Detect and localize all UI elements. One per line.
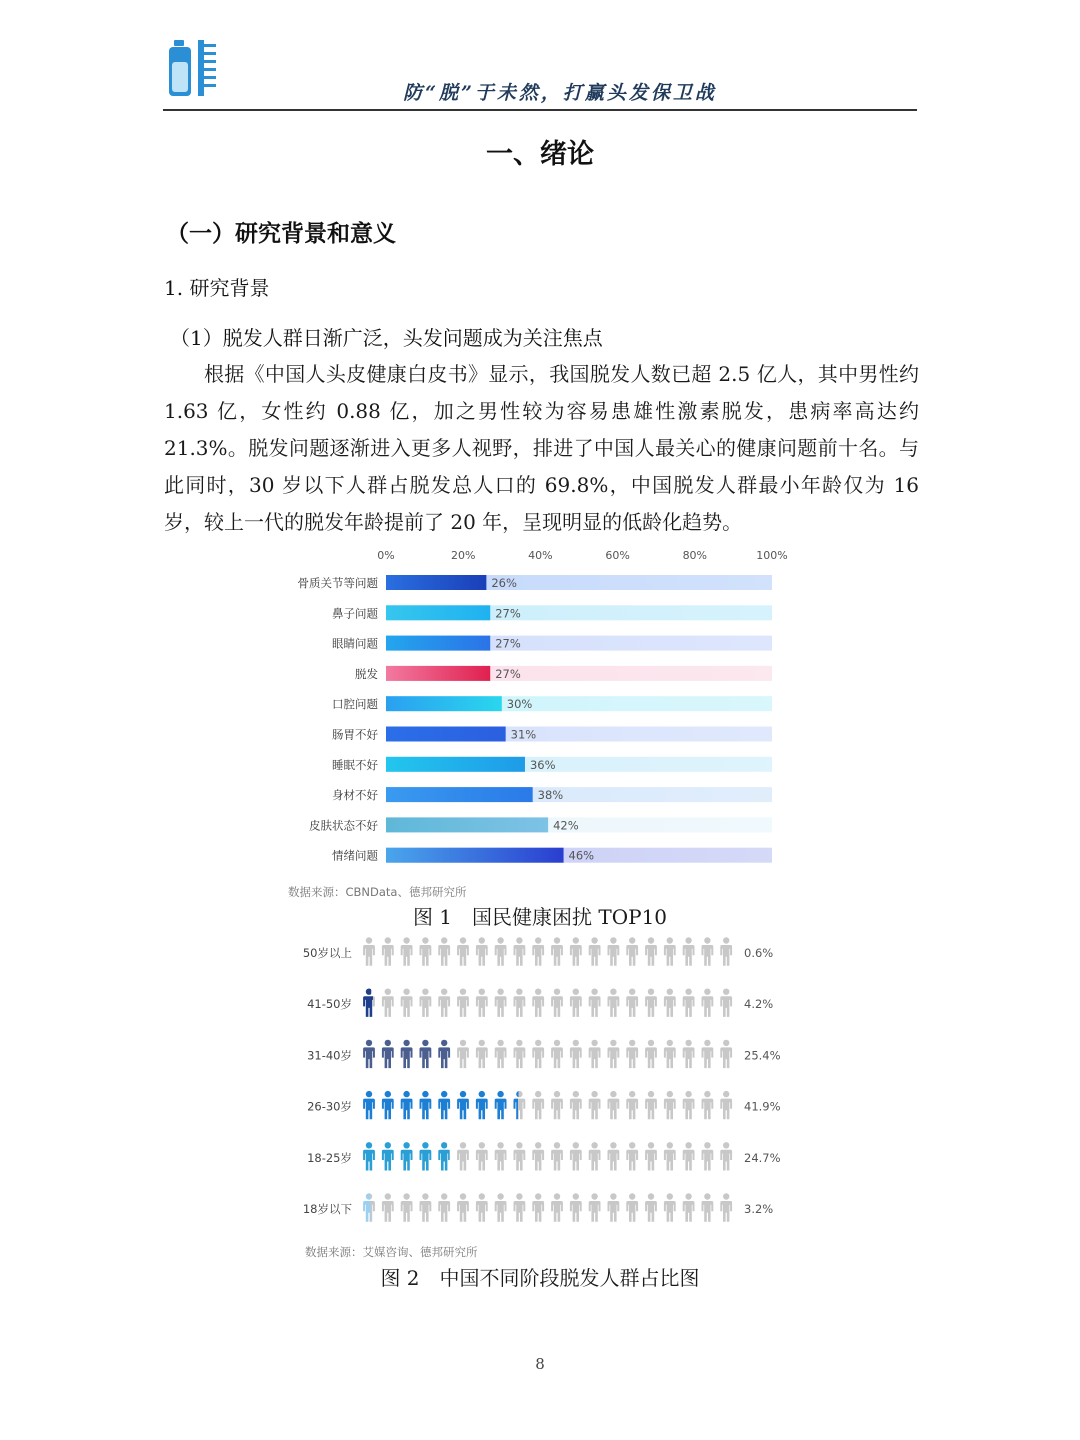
- bar-value-label: 27%: [495, 606, 521, 621]
- person-icon: [570, 1040, 582, 1068]
- body-paragraph: 根据《中国人头皮健康白皮书》显示，我国脱发人数已超 2.5 亿人，其中男性约 1.63 亿，女性约 0.88 亿，加之男性较为容易患雄性激素脱发，患病率高达约 21.3%。脱发问题逐渐进入更多人视野，排进了中国人最关心的健康问题前十名。与此同时，30 岁以下人群占脱发总人口的 69.8%，中国脱发人群最小年龄仅为 16 岁，较上一代的脱发年龄提前了 20 年，呈现明显的低龄化趋势。: [164, 362, 919, 534]
- person-icon: [664, 937, 676, 965]
- person-icon: [683, 1091, 695, 1119]
- category-label: 口腔问题: [332, 697, 378, 712]
- person-icon: [570, 989, 582, 1017]
- section-title: （一）研究背景和意义: [166, 221, 396, 247]
- person-icon: [720, 937, 732, 965]
- pictogram-value-label: 24.7%: [744, 1150, 781, 1165]
- pictogram-value-label: 41.9%: [744, 1099, 781, 1114]
- person-icon: [401, 1091, 413, 1119]
- bar: [386, 787, 533, 802]
- person-icon: [532, 1142, 544, 1170]
- axis-tick-label: 40%: [528, 549, 553, 562]
- person-icon: [476, 1091, 488, 1119]
- person-icon: [551, 1193, 563, 1221]
- person-icon: [664, 1193, 676, 1221]
- person-icon: [702, 989, 714, 1017]
- person-icon: [495, 937, 507, 965]
- person-icon: [363, 1040, 375, 1068]
- person-icon: [401, 989, 413, 1017]
- bar-value-label: 38%: [537, 788, 564, 803]
- pictogram-value-label: 0.6%: [744, 946, 774, 960]
- bar: [386, 575, 486, 590]
- person-icon: [438, 937, 450, 965]
- person-icon: [457, 989, 469, 1017]
- subsection-title: 1. 研究背景: [164, 276, 270, 300]
- person-icon: [438, 1040, 450, 1068]
- person-icon: [457, 1142, 469, 1170]
- axis-tick-label: 20%: [450, 549, 476, 562]
- person-icon: [570, 1091, 582, 1119]
- person-icon: [608, 937, 620, 965]
- person-icon: [476, 1142, 488, 1170]
- person-icon: [363, 937, 375, 965]
- person-icon: [532, 1091, 544, 1119]
- bar: [386, 727, 506, 742]
- person-icon: [551, 989, 563, 1017]
- person-icon: [589, 1091, 601, 1119]
- person-icon: [664, 1040, 676, 1068]
- person-icon: [645, 1142, 657, 1170]
- person-icon: [720, 989, 732, 1017]
- person-icon: [570, 1142, 582, 1170]
- age-group-label: 18岁以下: [302, 1202, 352, 1216]
- person-icon: [683, 1193, 695, 1221]
- bar-value-label: 27%: [495, 636, 521, 651]
- figure2-caption: 图 2 中国不同阶段脱发人群占比图: [380, 1266, 700, 1290]
- person-icon: [495, 1040, 507, 1068]
- bar: [386, 666, 490, 681]
- bar: [386, 605, 490, 620]
- age-group-label: 50岁以上: [302, 946, 352, 960]
- category-label: 眼睛问题: [332, 636, 378, 651]
- person-icon: [382, 937, 394, 965]
- person-icon: [551, 1142, 563, 1170]
- bar: [386, 696, 502, 711]
- person-icon: [720, 1193, 732, 1221]
- figure1-source: 数据来源：CBNData、德邦研究所: [288, 885, 467, 899]
- person-icon: [420, 989, 432, 1017]
- person-icon: [476, 1040, 488, 1068]
- person-icon: [608, 989, 620, 1017]
- category-label: 肠胃不好: [332, 727, 378, 742]
- person-icon: [683, 937, 695, 965]
- hair-loss-age-pictogram: [290, 928, 810, 1263]
- category-label: 脱发: [355, 666, 378, 681]
- person-icon: [382, 1040, 394, 1068]
- person-icon: [626, 1091, 638, 1119]
- person-icon: [645, 1193, 657, 1221]
- person-icon: [608, 1091, 620, 1119]
- person-icon: [363, 989, 375, 1017]
- person-icon: [608, 1040, 620, 1068]
- category-label: 睡眠不好: [332, 757, 378, 772]
- person-icon: [514, 1040, 526, 1068]
- person-icon: [664, 989, 676, 1017]
- person-icon: [514, 989, 526, 1017]
- person-icon: [401, 937, 413, 965]
- bar-value-label: 30%: [506, 697, 533, 712]
- person-icon: [702, 1193, 714, 1221]
- category-label: 鼻子问题: [332, 606, 378, 621]
- person-icon: [645, 937, 657, 965]
- axis-tick-label: 0%: [377, 549, 395, 562]
- axis-tick-label: 100%: [756, 549, 788, 562]
- person-icon: [720, 1091, 732, 1119]
- person-icon: [608, 1193, 620, 1221]
- person-icon: [457, 1040, 469, 1068]
- bar-value-label: 42%: [553, 818, 579, 833]
- person-icon: [626, 937, 638, 965]
- person-icon: [401, 1193, 413, 1221]
- category-label: 身材不好: [332, 788, 378, 803]
- point-title: （1）脱发人群日渐广泛，头发问题成为关注焦点: [170, 326, 603, 350]
- person-icon: [645, 1091, 657, 1119]
- person-icon: [476, 1193, 488, 1221]
- person-icon: [589, 989, 601, 1017]
- person-icon: [608, 1142, 620, 1170]
- person-icon: [683, 1142, 695, 1170]
- person-icon: [626, 1193, 638, 1221]
- category-label: 情绪问题: [332, 848, 378, 863]
- bar: [386, 817, 548, 832]
- person-icon: [476, 937, 488, 965]
- person-icon: [664, 1091, 676, 1119]
- person-icon: [702, 1142, 714, 1170]
- person-icon: [626, 1040, 638, 1068]
- header-slogan: 防“脱”于未然，打赢头发保卫战: [403, 82, 717, 104]
- bar-value-label: 31%: [510, 727, 537, 742]
- person-icon: [420, 1142, 432, 1170]
- health-concerns-bar-chart: [270, 540, 810, 905]
- person-icon: [382, 1142, 394, 1170]
- person-icon: [589, 1193, 601, 1221]
- age-group-label: 31-40岁: [307, 1048, 352, 1063]
- age-group-label: 41-50岁: [307, 997, 352, 1012]
- pictogram-value-label: 25.4%: [744, 1048, 781, 1063]
- person-icon: [532, 1040, 544, 1068]
- person-icon: [495, 1193, 507, 1221]
- person-icon: [532, 989, 544, 1017]
- bar-value-label: 46%: [568, 848, 595, 863]
- person-icon: [495, 1091, 507, 1119]
- axis-tick-label: 60%: [605, 549, 630, 562]
- bar: [386, 848, 564, 863]
- figure1-caption: 图 1 国民健康困扰 TOP10: [412, 905, 668, 929]
- person-icon: [363, 1193, 375, 1221]
- person-icon: [551, 1040, 563, 1068]
- person-icon: [401, 1040, 413, 1068]
- person-icon: [683, 1040, 695, 1068]
- bar: [386, 757, 525, 772]
- person-icon: [382, 1193, 394, 1221]
- person-icon: [495, 1142, 507, 1170]
- bar-value-label: 27%: [495, 666, 521, 681]
- person-icon: [457, 1193, 469, 1221]
- axis-tick-label: 80%: [682, 549, 708, 562]
- age-group-label: 18-25岁: [307, 1150, 352, 1165]
- person-icon: [551, 1091, 563, 1119]
- person-icon: [363, 1091, 375, 1119]
- person-icon: [645, 989, 657, 1017]
- person-icon: [420, 1091, 432, 1119]
- person-icon: [457, 937, 469, 965]
- person-icon: [570, 1193, 582, 1221]
- chapter-title: 一、绪论: [486, 139, 594, 170]
- person-icon: [438, 1193, 450, 1221]
- category-label: 皮肤状态不好: [309, 818, 378, 833]
- person-icon: [702, 1040, 714, 1068]
- person-icon: [420, 937, 432, 965]
- person-icon: [702, 937, 714, 965]
- person-icon: [720, 1040, 732, 1068]
- person-icon: [438, 1091, 450, 1119]
- person-icon: [420, 1193, 432, 1221]
- person-icon: [457, 1091, 469, 1119]
- person-icon: [476, 989, 488, 1017]
- person-icon: [514, 1091, 526, 1119]
- person-icon: [626, 1142, 638, 1170]
- page-number: 8: [535, 1355, 545, 1373]
- person-icon: [382, 989, 394, 1017]
- person-icon: [382, 1091, 394, 1119]
- pictogram-value-label: 3.2%: [744, 1202, 774, 1216]
- person-icon: [532, 1193, 544, 1221]
- figure2-source: 数据来源：艾媒咨询、德邦研究所: [305, 1245, 478, 1259]
- bar-value-label: 26%: [491, 576, 517, 590]
- person-icon: [570, 937, 582, 965]
- person-icon: [589, 1142, 601, 1170]
- header-rule: [163, 109, 917, 111]
- person-icon: [645, 1040, 657, 1068]
- person-icon: [514, 1142, 526, 1170]
- age-group-label: 26-30岁: [307, 1099, 352, 1114]
- person-icon: [401, 1142, 413, 1170]
- person-icon: [702, 1091, 714, 1119]
- bar-value-label: 36%: [529, 757, 556, 772]
- person-icon: [438, 1142, 450, 1170]
- person-icon: [514, 937, 526, 965]
- person-icon: [664, 1142, 676, 1170]
- category-label: 骨质关节等问题: [297, 576, 378, 590]
- bottle-and-comb-icon: [166, 38, 226, 98]
- person-icon: [514, 1193, 526, 1221]
- person-icon: [532, 937, 544, 965]
- person-icon: [495, 989, 507, 1017]
- person-icon: [683, 989, 695, 1017]
- person-icon: [420, 1040, 432, 1068]
- person-icon: [626, 989, 638, 1017]
- pictogram-value-label: 4.2%: [744, 997, 774, 1012]
- person-icon: [720, 1142, 732, 1170]
- person-icon: [589, 1040, 601, 1068]
- person-icon: [551, 937, 563, 965]
- bar: [386, 636, 490, 651]
- person-icon: [438, 989, 450, 1017]
- person-icon: [363, 1142, 375, 1170]
- person-icon: [589, 937, 601, 965]
